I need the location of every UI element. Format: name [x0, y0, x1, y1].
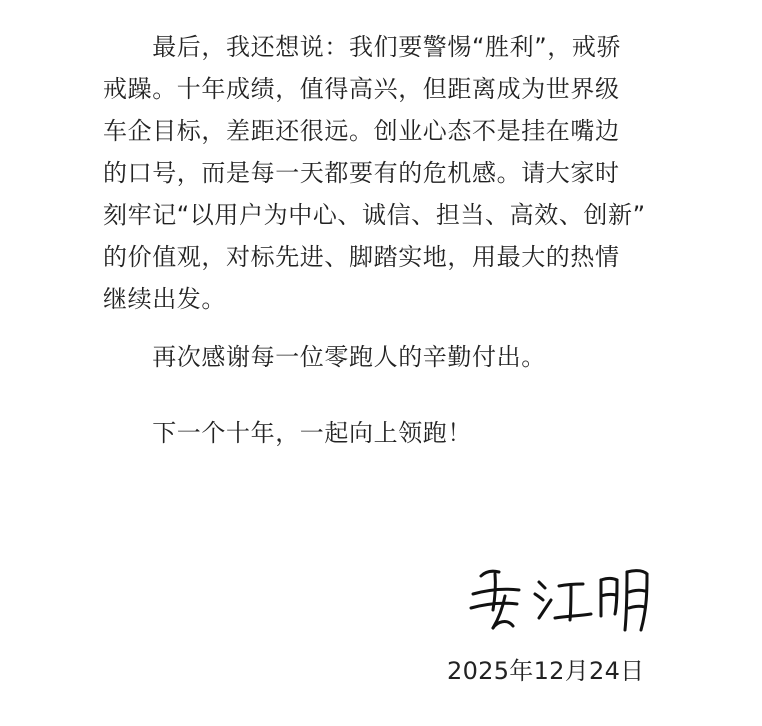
handwritten-signature	[455, 560, 660, 640]
letter-date: 2025年12月24日	[447, 657, 645, 685]
paragraph-2-line-1: 再次感谢每一位零跑人的辛勤付出。	[103, 343, 546, 371]
paragraph-1-line-2: 戒躁。十年成绩，值得高兴，但距离成为世界级	[103, 75, 620, 103]
paragraph-1-line-5: 刻牢记“以用户为中心、诚信、担当、高效、创新”	[103, 201, 646, 229]
paragraph-1-line-7: 继续出发。	[103, 285, 226, 313]
paragraph-1-line-3: 车企目标，差距还很远。创业心态不是挂在嘴边	[103, 117, 620, 145]
paragraph-1-line-6: 的价值观，对标先进、脚踏实地，用最大的热情	[103, 243, 620, 271]
paragraph-3-line-1: 下一个十年，一起向上领跑！	[103, 419, 472, 447]
paragraph-1-line-4: 的口号，而是每一天都要有的危机感。请大家时	[103, 159, 620, 187]
paragraph-1-line-1: 最后，我还想说：我们要警惕“胜利”，戒骄	[103, 33, 622, 61]
